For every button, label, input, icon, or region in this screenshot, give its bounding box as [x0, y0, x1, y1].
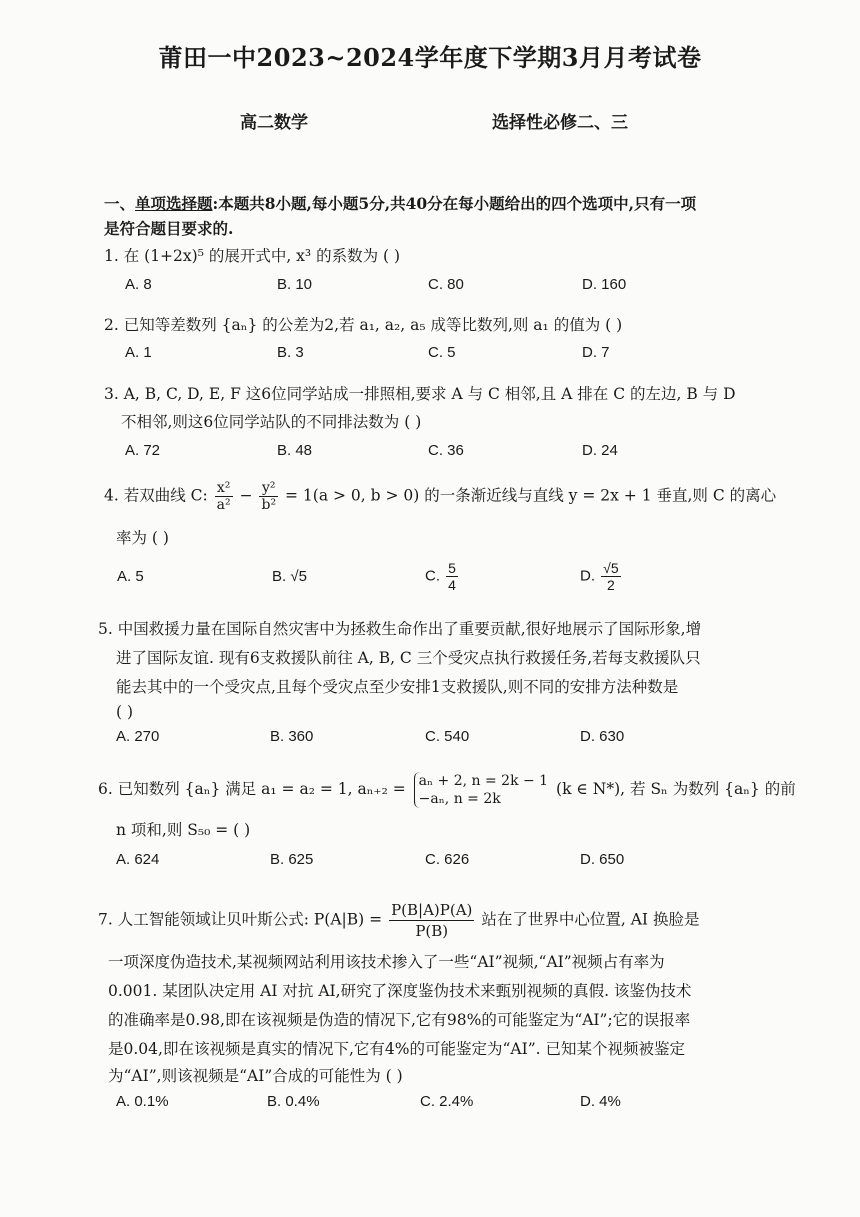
- question-4-line-1: 4. 若双曲线 C: $\frac{\text{x²}}{\text{a²}}$ − $\frac{\text{y²}}{\text{b²}}$ = 1(a > 0, b > 0) 的一条渐近线与直线 y = 2x + 1 垂直,则 C 的离心: [104, 480, 777, 513]
- q4-x2: x²: [215, 480, 233, 497]
- q7-bayes-den: P(B): [415, 922, 449, 940]
- q7-option-b: B. 0.4%: [267, 1093, 320, 1110]
- exam-title: 莆田一中2023~2024学年度下学期3月月考试卷: [158, 43, 702, 72]
- section-label: 单项选择题: [135, 194, 213, 213]
- q4-option-c-den: 4: [448, 577, 456, 593]
- q4-option-d-num: √5: [603, 560, 619, 576]
- q2-option-a: A. 1: [125, 344, 152, 361]
- section-heading-cont: 是符合题目要求的.: [104, 219, 234, 238]
- q4-option-d: [580, 560, 623, 593]
- q4-option-c-label: C.: [425, 567, 440, 585]
- q3-option-a: A. 72: [125, 442, 161, 459]
- question-4-line-2: 率为 ( ): [116, 529, 169, 547]
- q4-prefix: 4. 若双曲线 C:: [104, 486, 208, 505]
- q7-suffix: 站在了世界中心位置, AI 换脸是: [481, 910, 700, 929]
- q6-case-1: aₙ + 2, n = 2k − 1: [418, 773, 549, 789]
- question-5-line-4: ( ): [116, 703, 134, 721]
- q7-option-c: C. 2.4%: [420, 1093, 474, 1110]
- question-5-line-1: 5. 中国救援力量在国际自然灾害中为拯救生命作出了重要贡献,很好地展示了国际形象,增: [98, 620, 702, 638]
- question-1: 1. 在 (1+2x)⁵ 的展开式中, x³ 的系数为 ( ): [104, 247, 401, 265]
- q4-option-d-den: 2: [607, 577, 615, 593]
- q6-option-a: A. 624: [116, 851, 160, 868]
- q7-bayes-num: P(B|A)P(A): [391, 901, 473, 919]
- q4-option-d-fraction: [601, 560, 620, 593]
- q5-option-a: A. 270: [116, 728, 160, 745]
- q4-fraction-y: [259, 480, 278, 513]
- q4-b2: b²: [261, 497, 277, 513]
- q5-option-c: C. 540: [425, 728, 470, 745]
- question-3-line-2: 不相邻,则这6位同学站队的不同排法数为 ( ): [121, 413, 422, 431]
- q4-y2: y²: [259, 480, 278, 497]
- q1-option-c: C. 80: [428, 276, 464, 293]
- section-text: :本题共8小题,每小题5分,共40分在每小题给出的四个选项中,只有一项: [212, 194, 697, 213]
- question-7-line-5: 是0.04,即在该视频是真实的情况下,它有4%的可能鉴定为“AI”. 已知某个视频被鉴定: [108, 1040, 685, 1058]
- q6-case-2: −aₙ, n = 2k: [418, 791, 501, 807]
- q2-option-c: C. 5: [428, 344, 456, 361]
- q5-option-d: D. 630: [580, 728, 625, 745]
- question-6-line-2: n 项和,则 S₅₀ = ( ): [116, 821, 251, 839]
- q6-prefix: 6. 已知数列 {aₙ} 满足 a₁ = a₂ = 1, aₙ₊₂ =: [98, 780, 406, 798]
- q6-piecewise: [414, 772, 548, 808]
- section-prefix: 一、: [104, 194, 136, 213]
- question-7-line-6: 为“AI”,则该视频是“AI”合成的可能性为 ( ): [108, 1067, 403, 1085]
- q7-option-a: A. 0.1%: [116, 1093, 169, 1110]
- q4-option-c: [425, 560, 460, 593]
- q1-option-d: D. 160: [582, 276, 627, 293]
- q7-prefix: 7. 人工智能领域让贝叶斯公式: P(A|B) =: [98, 910, 383, 929]
- q6-suffix: (k ∈ N*), 若 Sₙ 为数列 {aₙ} 的前: [556, 780, 796, 798]
- question-5-line-3: 能去其中的一个受灾点,且每个受灾点至少安排1支救援队,则不同的安排方法种数是: [116, 678, 679, 696]
- question-7-line-4: 的准确率是0.98,即在该视频是伪造的情况下,它有98%的可能鉴定为“AI”;它的误报率: [108, 1011, 691, 1029]
- q4-option-b: B. √5: [272, 568, 307, 585]
- course-label: 选择性必修二、三: [492, 113, 628, 133]
- q1-option-a: A. 8: [125, 276, 152, 293]
- q2-option-d: D. 7: [582, 344, 610, 361]
- q1-option-b: B. 10: [277, 276, 313, 293]
- q4-fraction-x: [215, 480, 233, 513]
- q3-option-c: C. 36: [428, 442, 464, 459]
- q6-option-b: B. 625: [270, 851, 314, 868]
- q4-a2: a²: [216, 497, 231, 513]
- q7-bayes-fraction: [389, 900, 474, 941]
- q6-option-d: D. 650: [580, 851, 625, 868]
- q4-option-c-num: 5: [448, 560, 456, 576]
- q2-option-b: B. 3: [277, 344, 304, 361]
- q4-option-c-fraction: [446, 560, 458, 593]
- q4-suffix: = 1(a > 0, b > 0) 的一条渐近线与直线 y = 2x + 1 垂直,则 C 的离心: [285, 486, 777, 505]
- question-5-line-2: 进了国际友谊. 现有6支救援队前往 A, B, C 三个受灾点执行救援任务,若每支救援队只: [116, 649, 701, 667]
- q4-option-d-label: D.: [580, 567, 595, 585]
- q7-option-d: D. 4%: [580, 1093, 621, 1110]
- section-heading: [104, 192, 696, 214]
- question-7-line-1: [98, 900, 699, 941]
- q5-option-b: B. 360: [270, 728, 314, 745]
- question-6-line-1: [98, 772, 796, 808]
- question-3-line-1: 3. A, B, C, D, E, F 这6位同学站成一排照相,要求 A 与 C 相邻,且 A 排在 C 的左边, B 与 D: [104, 385, 736, 403]
- q6-option-c: C. 626: [425, 851, 470, 868]
- subject-label: 高二数学: [240, 113, 308, 133]
- question-7-line-3: 0.001. 某团队决定用 AI 对抗 AI,研究了深度鉴伪技术来甄别视频的真假. 该鉴伪技术: [108, 982, 692, 1000]
- q3-option-b: B. 48: [277, 442, 313, 459]
- question-2: 2. 已知等差数列 {aₙ} 的公差为2,若 a₁, a₂, a₅ 成等比数列,则 a₁ 的值为 ( ): [104, 316, 623, 334]
- q4-option-a: A. 5: [117, 568, 144, 585]
- q3-option-d: D. 24: [582, 442, 618, 459]
- question-7-line-2: 一项深度伪造技术,某视频网站利用该技术掺入了一些“AI”视频,“AI”视频占有率为: [108, 953, 665, 971]
